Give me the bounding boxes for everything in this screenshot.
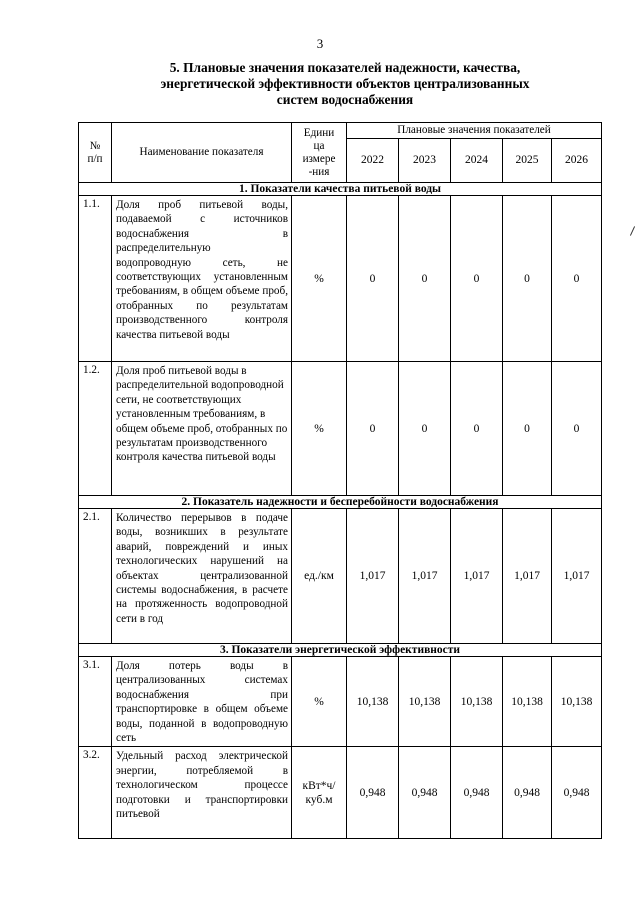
value-cell: 0 xyxy=(399,196,451,362)
value-cell: 1,017 xyxy=(347,509,399,644)
table-row xyxy=(79,509,602,644)
row-number: 1.2. xyxy=(79,362,112,496)
indicator-name: Доля проб питьевой воды в распределительной водопроводной сети, не соответствующих установленным требованиям, в общем объеме проб, отобранных по результатам производственного контроля качества питьевой воды xyxy=(112,362,292,496)
header-year: 2025 xyxy=(503,139,552,183)
value-cell: 0 xyxy=(503,362,552,496)
indicator-name: Доля потерь воды в централизованных системах водоснабжения при транспортировке в общем объеме воды, поданной в водопроводную сеть xyxy=(112,657,292,747)
value-cell: 10,138 xyxy=(347,657,399,747)
row-number: 2.1. xyxy=(79,509,112,644)
row-number: 3.1. xyxy=(79,657,112,747)
value-cell: 10,138 xyxy=(552,657,602,747)
unit: % xyxy=(292,196,347,362)
indicator-name: Доля проб питьевой воды, подаваемой с источников водоснабжения в распределительную водопроводную сеть, не соответствующих установленным требованиям, в общем объеме проб, отобранных по результатам производственного контроля качества питьевой воды xyxy=(112,196,292,362)
section-header: 3. Показатели энергетической эффективности xyxy=(79,644,602,657)
document-title xyxy=(120,60,570,108)
row-number: 3.2. xyxy=(79,747,112,839)
table-row xyxy=(79,362,602,496)
header-year: 2023 xyxy=(399,139,451,183)
value-cell: 0 xyxy=(552,196,602,362)
header-name: Наименование показателя xyxy=(112,123,292,183)
value-cell: 0 xyxy=(503,196,552,362)
value-cell: 1,017 xyxy=(503,509,552,644)
value-cell: 0,948 xyxy=(503,747,552,839)
value-cell: 0 xyxy=(552,362,602,496)
indicator-name: Количество перерывов в подаче воды, возникших в результате аварий, повреждений и иных технологических нарушений на объектах централизованной системы водоснабжения, в расчете на протяженность водопроводной сети в год xyxy=(112,509,292,644)
table-row xyxy=(79,196,602,362)
unit: % xyxy=(292,657,347,747)
indicators-table xyxy=(78,122,602,839)
table-row xyxy=(79,657,602,747)
unit: ед./км xyxy=(292,509,347,644)
value-cell: 10,138 xyxy=(451,657,503,747)
value-cell: 1,017 xyxy=(451,509,503,644)
value-cell: 0,948 xyxy=(399,747,451,839)
header-number: № п/п xyxy=(79,123,112,183)
header-year: 2026 xyxy=(552,139,602,183)
section-header: 2. Показатель надежности и бесперебойности водоснабжения xyxy=(79,496,602,509)
row-number: 1.1. xyxy=(79,196,112,362)
value-cell: 0,948 xyxy=(552,747,602,839)
unit: кВт*ч/ куб.м xyxy=(292,747,347,839)
value-cell: 1,017 xyxy=(552,509,602,644)
value-cell: 0 xyxy=(451,362,503,496)
value-cell: 0 xyxy=(347,362,399,496)
header-planned-values: Плановые значения показателей xyxy=(347,123,602,139)
pen-mark xyxy=(630,226,635,235)
title-line-2: энергетической эффективности объектов централизованных xyxy=(160,76,530,91)
header-year: 2022 xyxy=(347,139,399,183)
value-cell: 10,138 xyxy=(399,657,451,747)
value-cell: 1,017 xyxy=(399,509,451,644)
header-year: 2024 xyxy=(451,139,503,183)
value-cell: 0 xyxy=(451,196,503,362)
header-unit: Едини ца измере -ния xyxy=(292,123,347,183)
table-row xyxy=(79,747,602,839)
value-cell: 0 xyxy=(399,362,451,496)
value-cell: 10,138 xyxy=(503,657,552,747)
section-header: 1. Показатели качества питьевой воды xyxy=(79,183,602,196)
value-cell: 0 xyxy=(347,196,399,362)
indicator-name: Удельный расход электрической энергии, потребляемой в технологическом процессе подготовки и транспортировки питьевой xyxy=(112,747,292,839)
title-line-1: 5. Плановые значения показателей надежности, качества, xyxy=(169,60,521,75)
unit: % xyxy=(292,362,347,496)
title-line-3: систем водоснабжения xyxy=(276,92,414,107)
value-cell: 0,948 xyxy=(347,747,399,839)
page-number: 3 xyxy=(316,36,324,51)
value-cell: 0,948 xyxy=(451,747,503,839)
